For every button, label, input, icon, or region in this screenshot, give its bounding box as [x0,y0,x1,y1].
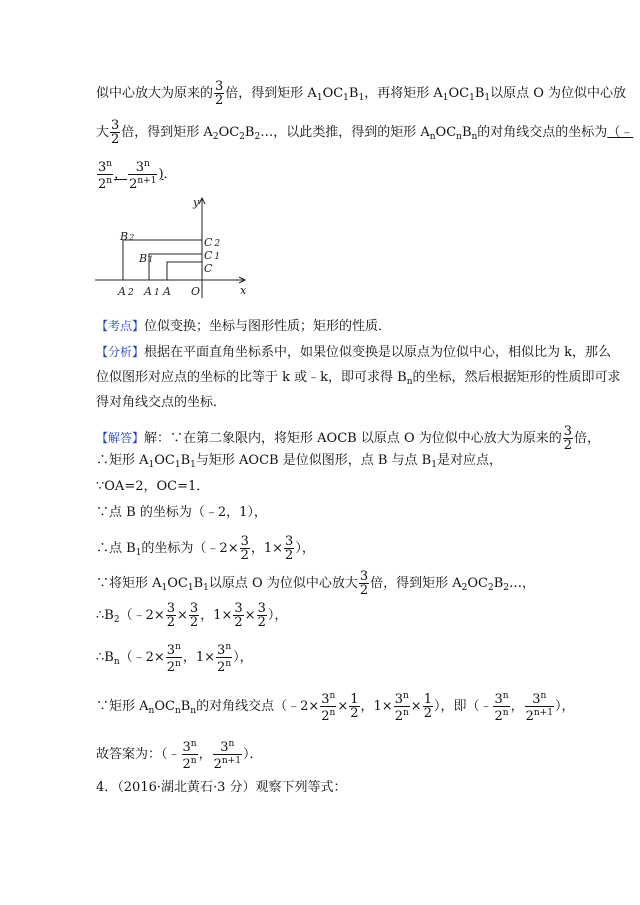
text-line: ∴矩形 $A_1OC_1B_1$与矩形 AOCB 是位似图形，点 B 与点 $B_1$是对应点， [96,453,502,470]
text-line: 得对角线交点的坐标． [96,395,227,410]
answer-blank: （﹣ [607,125,634,140]
axis-y-label: y [193,196,200,209]
label-A1: A 1 [144,285,160,298]
text-line: $\frac{3^n}{2^n}$ ， $\frac{3^n}{2^{n+1}}$ )． [98,159,177,192]
label-C: C [204,262,213,275]
fraction: $\frac{3}{2}$ [215,79,224,108]
answer-blank: $\frac{3^n}{2^n}$ ， $\frac{3^n}{2^{n+1}}$ ) [98,159,164,192]
rectangle-AOCB [167,262,202,280]
jieda-tag: 【解答】 [96,431,145,445]
text-line: 似中心放大为原来的 $\frac{3}{2}$ 倍，得到矩形 $A_1OC_1B_1$，再将矩形 $A_1OC_1B_1$以原点 O 为位似中心放 [96,79,627,108]
text-line: ∵矩形 $A_nOC_nB_n$的对角线交点（﹣2× $\frac{3^n}{2^n}$ × $\frac{1}{2}$ ，1× $\frac{3^n}{2^n}$ × $\frac{1}{2}$ ），即（﹣ $\frac{3^n}{2^n}$ ， $\frac{3^n}{2^{n+1}}$ ）， [96,691,575,724]
text-line: $\therefore B_2(﹣2\times$ $\frac{3}{2}$ × $\frac{3}{2}$ ，1× $\frac{3}{2}$ × $\frac{3}{2}$ ）， [96,601,288,630]
text-line: $\therefore B_n(﹣2\times$ $\frac{3^n}{2^n}$ ，1× $\frac{3^n}{2^n}$ ）， [96,642,253,675]
text-line: 位似图形对应点的坐标的比等于 k 或﹣k，即可求得 $B_n$的坐标，然后根据矩形的性质即可求 [96,370,621,387]
label-C1: C 1 [204,249,221,262]
rectangle-A1OC1B1 [149,254,202,280]
fenxi-line: 【分析】根据在平面直角坐标系中，如果位似变换是以原点为位似中心，相似比为 k，那么 [96,345,612,360]
label-A: A [163,285,171,298]
text-line: 大 $\frac{3}{2}$ 倍，得到矩形 $A_2OC_2B_2\dots$，以此类推，得到的矩形 $A_nOC_nB_n$的对角线交点的坐标为（﹣ [96,118,634,147]
label-A2: A 2 [118,285,134,298]
fraction: $\frac{3}{2}$ [111,118,120,147]
kaodian-line: 【考点】位似变换；坐标与图形性质；矩形的性质． [96,319,392,334]
text-line: 故答案为：（﹣ $\frac{3^n}{2^n}$ ， $\frac{3^n}{2^{n+1}}$ ）． [96,739,263,772]
rectangle-A2OC2B2 [123,240,202,280]
fenxi-tag: 【分析】 [96,345,145,359]
label-B2: B2 [120,230,135,243]
jieda-line: 【解答】解：∵在第二象限内，将矩形 AOCB 以原点 O 为位似中心放大为原来的 $\frac{3}{2}$ 倍， [96,424,601,453]
text-line: ∵OA=2，OC=1． [96,479,210,494]
text-line: ∵点 B 的坐标为（﹣2，1）， [96,505,267,520]
label-B1: B1 [139,252,154,265]
question-line: 4．（2016·湖北黄石·3 分）观察下列等式： [96,780,347,795]
label-C2: C 2 [204,236,221,249]
coordinate-figure [90,190,260,305]
text-line: ∵将矩形 $A_1OC_1B_1$以原点 O 为位似中心放大 $\frac{3}{2}$ 倍，得到矩形 $A_2OC_2B_2\dots$， [96,569,536,598]
text-line: ∴点 $B_1$的坐标为（﹣2× $\frac{3}{2}$ ，1× $\frac{3}{2}$ ）， [96,534,315,563]
axis-x-label: x [240,284,247,297]
kaodian-tag: 【考点】 [96,319,145,333]
origin-label: O [191,285,201,298]
